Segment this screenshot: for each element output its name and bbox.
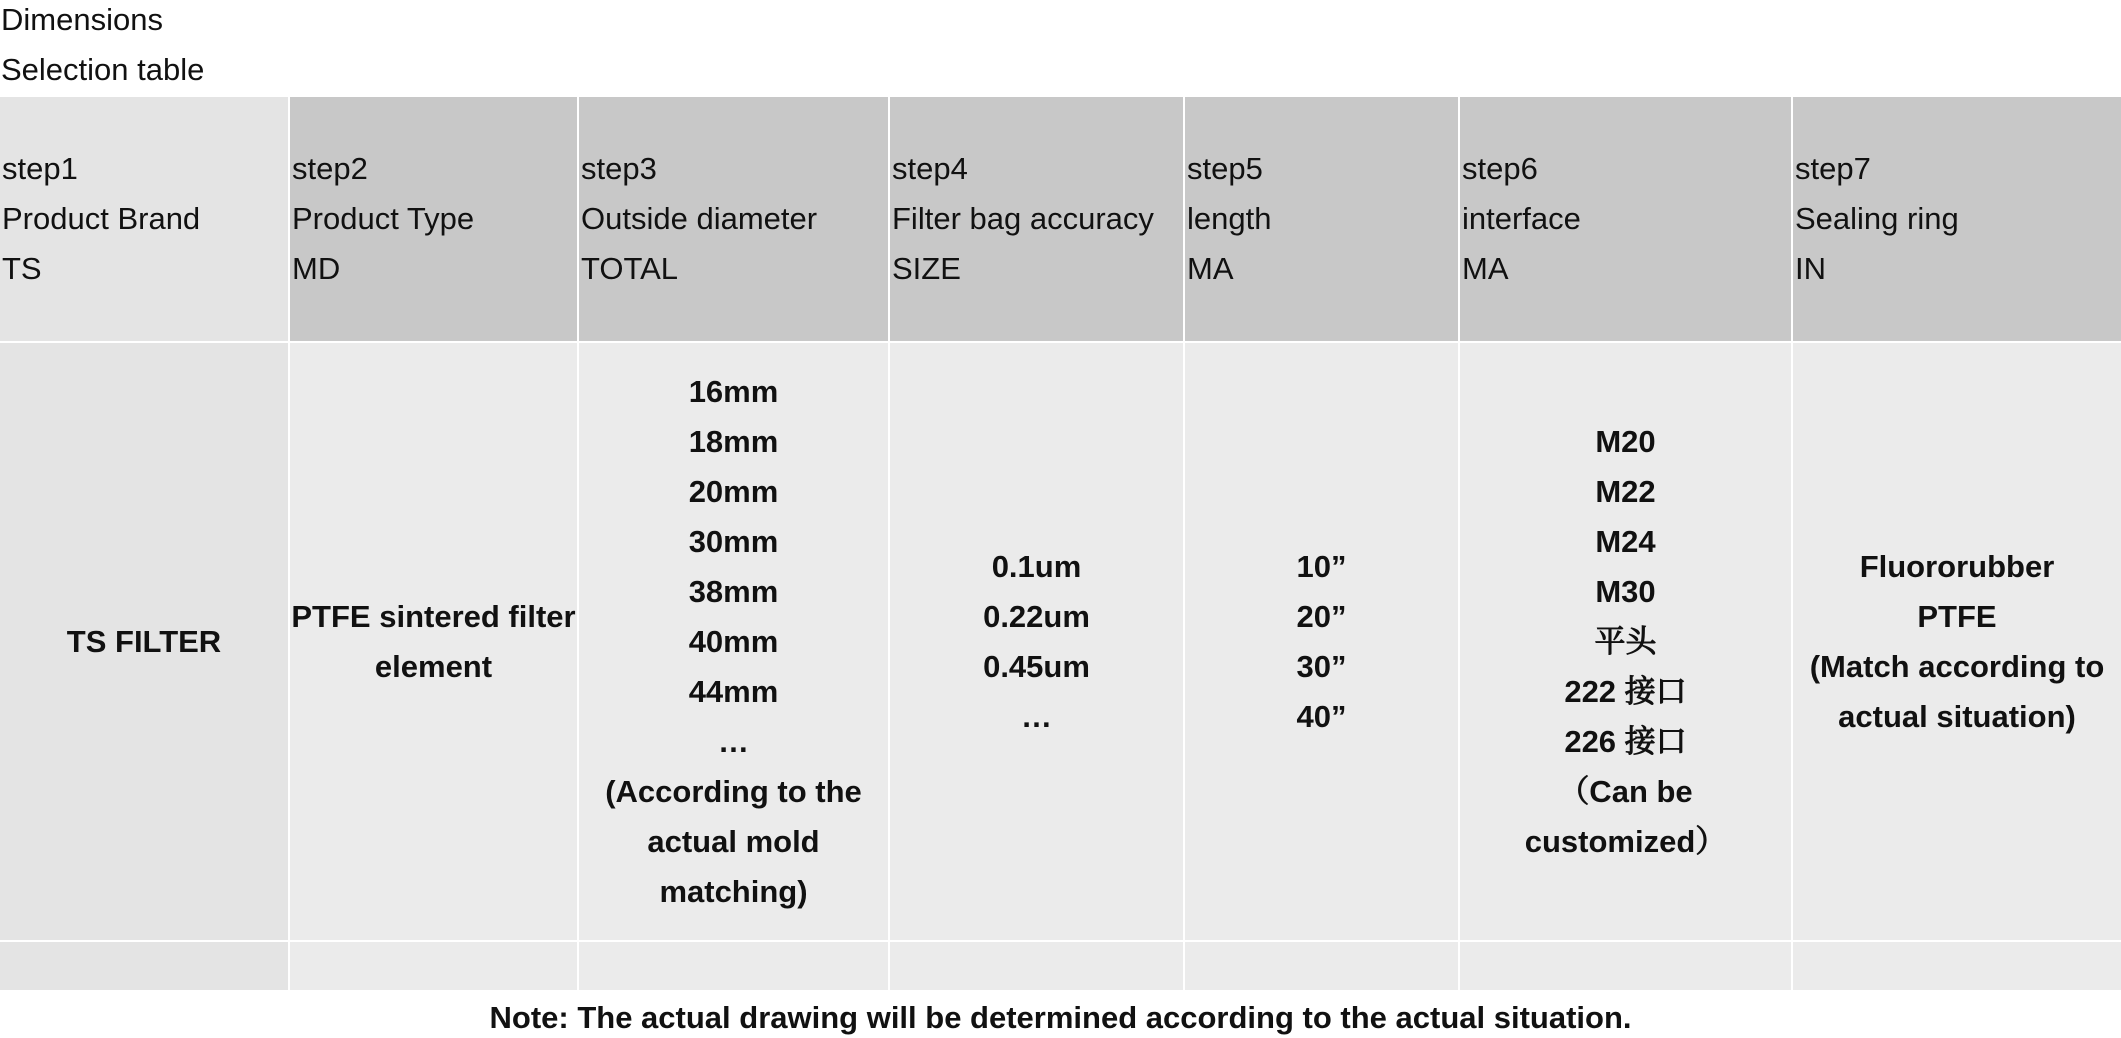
option-value: 0.22um xyxy=(983,598,1090,634)
empty-row xyxy=(0,941,2121,991)
column-name: interface xyxy=(1462,201,1581,236)
option-value: 10” xyxy=(1296,548,1347,584)
option-value: 30” xyxy=(1296,648,1347,684)
option-value: 226 接口 xyxy=(1564,723,1687,759)
option-note: (According to the xyxy=(605,773,862,809)
step-label: step4 xyxy=(892,151,968,186)
option-value: M24 xyxy=(1595,523,1656,559)
option-value: PTFE sintered filter xyxy=(291,598,576,634)
empty-cell xyxy=(1792,941,2121,991)
options-cell-step4 xyxy=(889,342,1184,941)
option-value: 18mm xyxy=(688,423,779,459)
option-value: 222 接口 xyxy=(1564,673,1687,709)
empty-cell xyxy=(889,941,1184,991)
column-name: Product Type xyxy=(292,201,475,236)
column-name: Filter bag accuracy xyxy=(892,201,1154,236)
header-cell-step2 xyxy=(289,97,578,342)
header-cell-step7 xyxy=(1792,97,2121,342)
options-row xyxy=(0,342,2121,941)
column-name: Outside diameter xyxy=(581,201,818,236)
column-code: SIZE xyxy=(892,251,961,286)
step-label: step6 xyxy=(1462,151,1538,186)
column-code: IN xyxy=(1795,251,1826,286)
empty-cell xyxy=(578,941,889,991)
option-value: 0.1um xyxy=(991,548,1082,584)
option-note: (Match according to xyxy=(1809,648,2105,684)
header-cell-step6 xyxy=(1459,97,1792,342)
empty-cell xyxy=(1184,941,1459,991)
option-value: 20” xyxy=(1296,598,1347,634)
option-value: 30mm xyxy=(688,523,779,559)
header-cell-step1 xyxy=(0,97,289,342)
step-label: step1 xyxy=(2,151,78,186)
option-value: … xyxy=(718,723,749,759)
column-code: MA xyxy=(1187,251,1234,286)
option-note: （Can be xyxy=(1558,773,1693,809)
step-label: step2 xyxy=(292,151,368,186)
option-value: TS FILTER xyxy=(66,623,222,659)
option-value: M30 xyxy=(1595,573,1656,609)
option-value: 0.45um xyxy=(983,648,1090,684)
step-label: step7 xyxy=(1795,151,1871,186)
option-note: matching) xyxy=(659,873,808,909)
page-title: Dimensions xyxy=(1,2,163,37)
option-value: … xyxy=(1021,698,1052,734)
selection-table xyxy=(0,97,2121,992)
option-value: 40” xyxy=(1296,698,1347,734)
options-cell-step7 xyxy=(1792,342,2121,941)
options-cell-step6 xyxy=(1459,342,1792,941)
footer-note: Note: The actual drawing will be determined according to the actual situation. xyxy=(489,1000,1632,1035)
header-cell-step4 xyxy=(889,97,1184,342)
empty-cell xyxy=(0,941,289,991)
option-value: M20 xyxy=(1595,423,1656,459)
column-name: Product Brand xyxy=(2,201,201,236)
option-value: Fluororubber xyxy=(1859,548,2055,584)
option-value: 平头 xyxy=(1594,623,1657,659)
option-note: actual situation) xyxy=(1838,698,2076,734)
option-value: element xyxy=(374,648,493,684)
column-name: length xyxy=(1187,201,1272,236)
table-title: Selection table xyxy=(1,52,205,87)
option-value: 44mm xyxy=(688,673,779,709)
options-cell-step2 xyxy=(289,342,578,941)
step-label: step3 xyxy=(581,151,657,186)
header-cell-step3 xyxy=(578,97,889,342)
column-name: Sealing ring xyxy=(1795,201,1959,236)
option-value: 38mm xyxy=(688,573,779,609)
option-value: PTFE xyxy=(1917,598,1997,634)
option-note: customized） xyxy=(1524,823,1727,859)
header-row xyxy=(0,97,2121,342)
options-cell-step5 xyxy=(1184,342,1459,941)
column-code: MD xyxy=(292,251,341,286)
column-code: TOTAL xyxy=(581,251,679,286)
column-code: TS xyxy=(2,251,42,286)
column-code: MA xyxy=(1462,251,1509,286)
option-value: M22 xyxy=(1595,473,1656,509)
header-cell-step5 xyxy=(1184,97,1459,342)
step-label: step5 xyxy=(1187,151,1263,186)
option-value: 16mm xyxy=(688,373,779,409)
empty-cell xyxy=(289,941,578,991)
option-note: actual mold xyxy=(647,823,820,859)
options-cell-step3 xyxy=(578,342,889,941)
option-value: 20mm xyxy=(688,473,779,509)
option-value: 40mm xyxy=(688,623,779,659)
options-cell-step1 xyxy=(0,342,289,941)
empty-cell xyxy=(1459,941,1792,991)
